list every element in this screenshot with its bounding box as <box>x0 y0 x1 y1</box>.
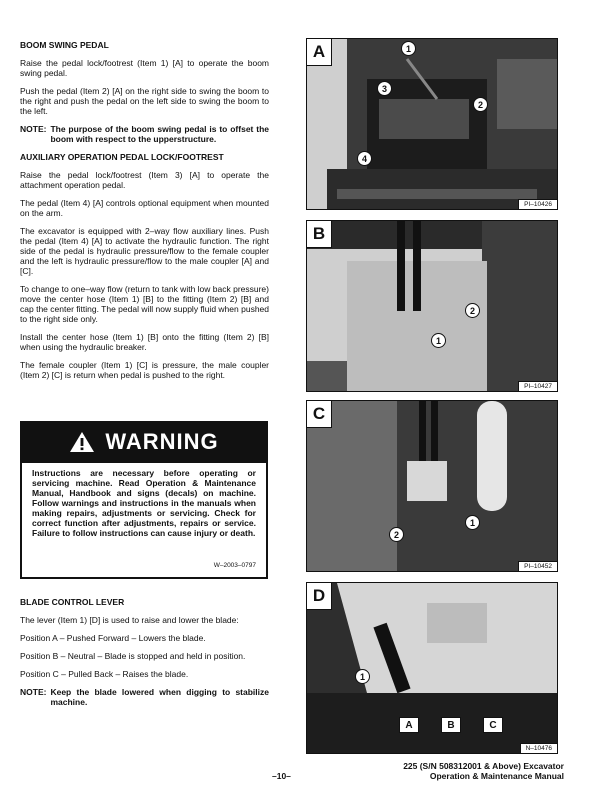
figure-d-code: N–10476 <box>520 743 557 753</box>
figure-b-photo <box>307 221 558 392</box>
callout-2: 2 <box>465 303 480 318</box>
blade-note <box>20 687 269 707</box>
callout-2: 2 <box>389 527 404 542</box>
warning-box <box>20 421 268 579</box>
figure-d-tag: D <box>307 583 332 610</box>
aux-pedal-title: AUXILIARY OPERATION PEDAL LOCK/FOOTREST <box>20 152 224 162</box>
page-number: –10– <box>272 771 291 781</box>
warning-title: WARNING <box>105 429 219 454</box>
left-column-bottom <box>20 597 269 715</box>
figure-c-code: PI–10452 <box>518 561 557 571</box>
figure-c-tag: C <box>307 401 332 428</box>
note-label: NOTE: <box>20 687 47 697</box>
boom-swing-p2: Push the pedal (Item 2) [A] on the right side to swing the boom to the right and push the pedal on the left side to swing the boom to the left. <box>20 86 269 116</box>
figure-a-tag: A <box>307 39 332 66</box>
figure-a <box>306 38 558 210</box>
callout-1: 1 <box>355 669 370 684</box>
footer-title <box>403 761 564 781</box>
figure-b-code: PI–10427 <box>518 381 557 391</box>
figure-c-photo <box>307 401 558 572</box>
callout-1: 1 <box>401 41 416 56</box>
aux-pedal-p1: Raise the pedal lock/footrest (Item 3) [A] to operate the attachment operation pedal. <box>20 170 269 190</box>
figure-a-photo <box>307 39 558 210</box>
footer-line-2: Operation & Maintenance Manual <box>429 771 564 781</box>
boom-swing-title: BOOM SWING PEDAL <box>20 40 109 50</box>
figure-d <box>306 582 558 754</box>
figure-b <box>306 220 558 392</box>
warning-header <box>22 421 266 463</box>
warning-body: Instructions are necessary before operating or servicing machine. Read Operation & Maintenance Manual, Handbook and signs (decals) on machine. Follow warnings and instructions in the manuals when making repairs, adjustments or servicing. Check for correct function after adjustments, repairs or service. Failure to follow instructions can cause injury or death. <box>32 468 256 538</box>
position-b-marker: B <box>441 717 461 733</box>
callout-3: 3 <box>377 81 392 96</box>
footer-line-1: 225 (S/N 508312001 & Above) Excavator <box>403 761 564 771</box>
callout-2: 2 <box>473 97 488 112</box>
aux-pedal-p4: To change to one–way flow (return to tank with low back pressure) move the center hose (Item 1) [B] to the fitting (Item 2) [B] and cap the center fitting. The pedal will now supply fluid when pushed to the right side only. <box>20 284 269 324</box>
aux-pedal-p6: The female coupler (Item 1) [C] is pressure, the male coupler (Item 2) [C] is return when pedal is pushed to the right. <box>20 360 269 380</box>
callout-1: 1 <box>465 515 480 530</box>
figure-b-tag: B <box>307 221 332 248</box>
position-a-marker: A <box>399 717 419 733</box>
note-label: NOTE: <box>20 124 47 134</box>
warning-code: W–2003–0797 <box>213 562 256 569</box>
note-text: Keep the blade lowered when digging to stabilize machine. <box>50 687 269 707</box>
warning-triangle-icon <box>69 431 95 453</box>
left-column-top <box>20 40 269 388</box>
figure-a-code: PI–10426 <box>518 199 557 209</box>
figure-d-photo <box>307 583 558 754</box>
blade-lever-p1: The lever (Item 1) [D] is used to raise and lower the blade: <box>20 615 239 625</box>
blade-position-c: Position C – Pulled Back – Raises the blade. <box>20 669 189 679</box>
aux-pedal-p5: Install the center hose (Item 1) [B] onto the fitting (Item 2) [B] when using the hydraulic breaker. <box>20 332 269 352</box>
boom-swing-p1: Raise the pedal lock/footrest (Item 1) [A] to operate the boom swing pedal. <box>20 58 269 78</box>
boom-swing-note <box>20 124 269 144</box>
aux-pedal-p3: The excavator is equipped with 2–way flow auxiliary lines. Push the pedal (Item 4) [A] to activate the hydraulic function. The right side of the pedal is hydraulic pressure/flow to the female coupler and the left is hydraulic pressure/flow to the male coupler [A] and [C]. <box>20 226 269 276</box>
blade-lever-title: BLADE CONTROL LEVER <box>20 597 125 607</box>
blade-position-b: Position B – Neutral – Blade is stopped and held in position. <box>20 651 246 661</box>
aux-pedal-p2: The pedal (Item 4) [A] controls optional equipment when mounted on the arm. <box>20 198 269 218</box>
note-text: The purpose of the boom swing pedal is to offset the boom with respect to the upperstructure. <box>50 124 269 144</box>
position-c-marker: C <box>483 717 503 733</box>
blade-position-a: Position A – Pushed Forward – Lowers the blade. <box>20 633 206 643</box>
callout-1: 1 <box>431 333 446 348</box>
figure-c <box>306 400 558 572</box>
callout-4: 4 <box>357 151 372 166</box>
